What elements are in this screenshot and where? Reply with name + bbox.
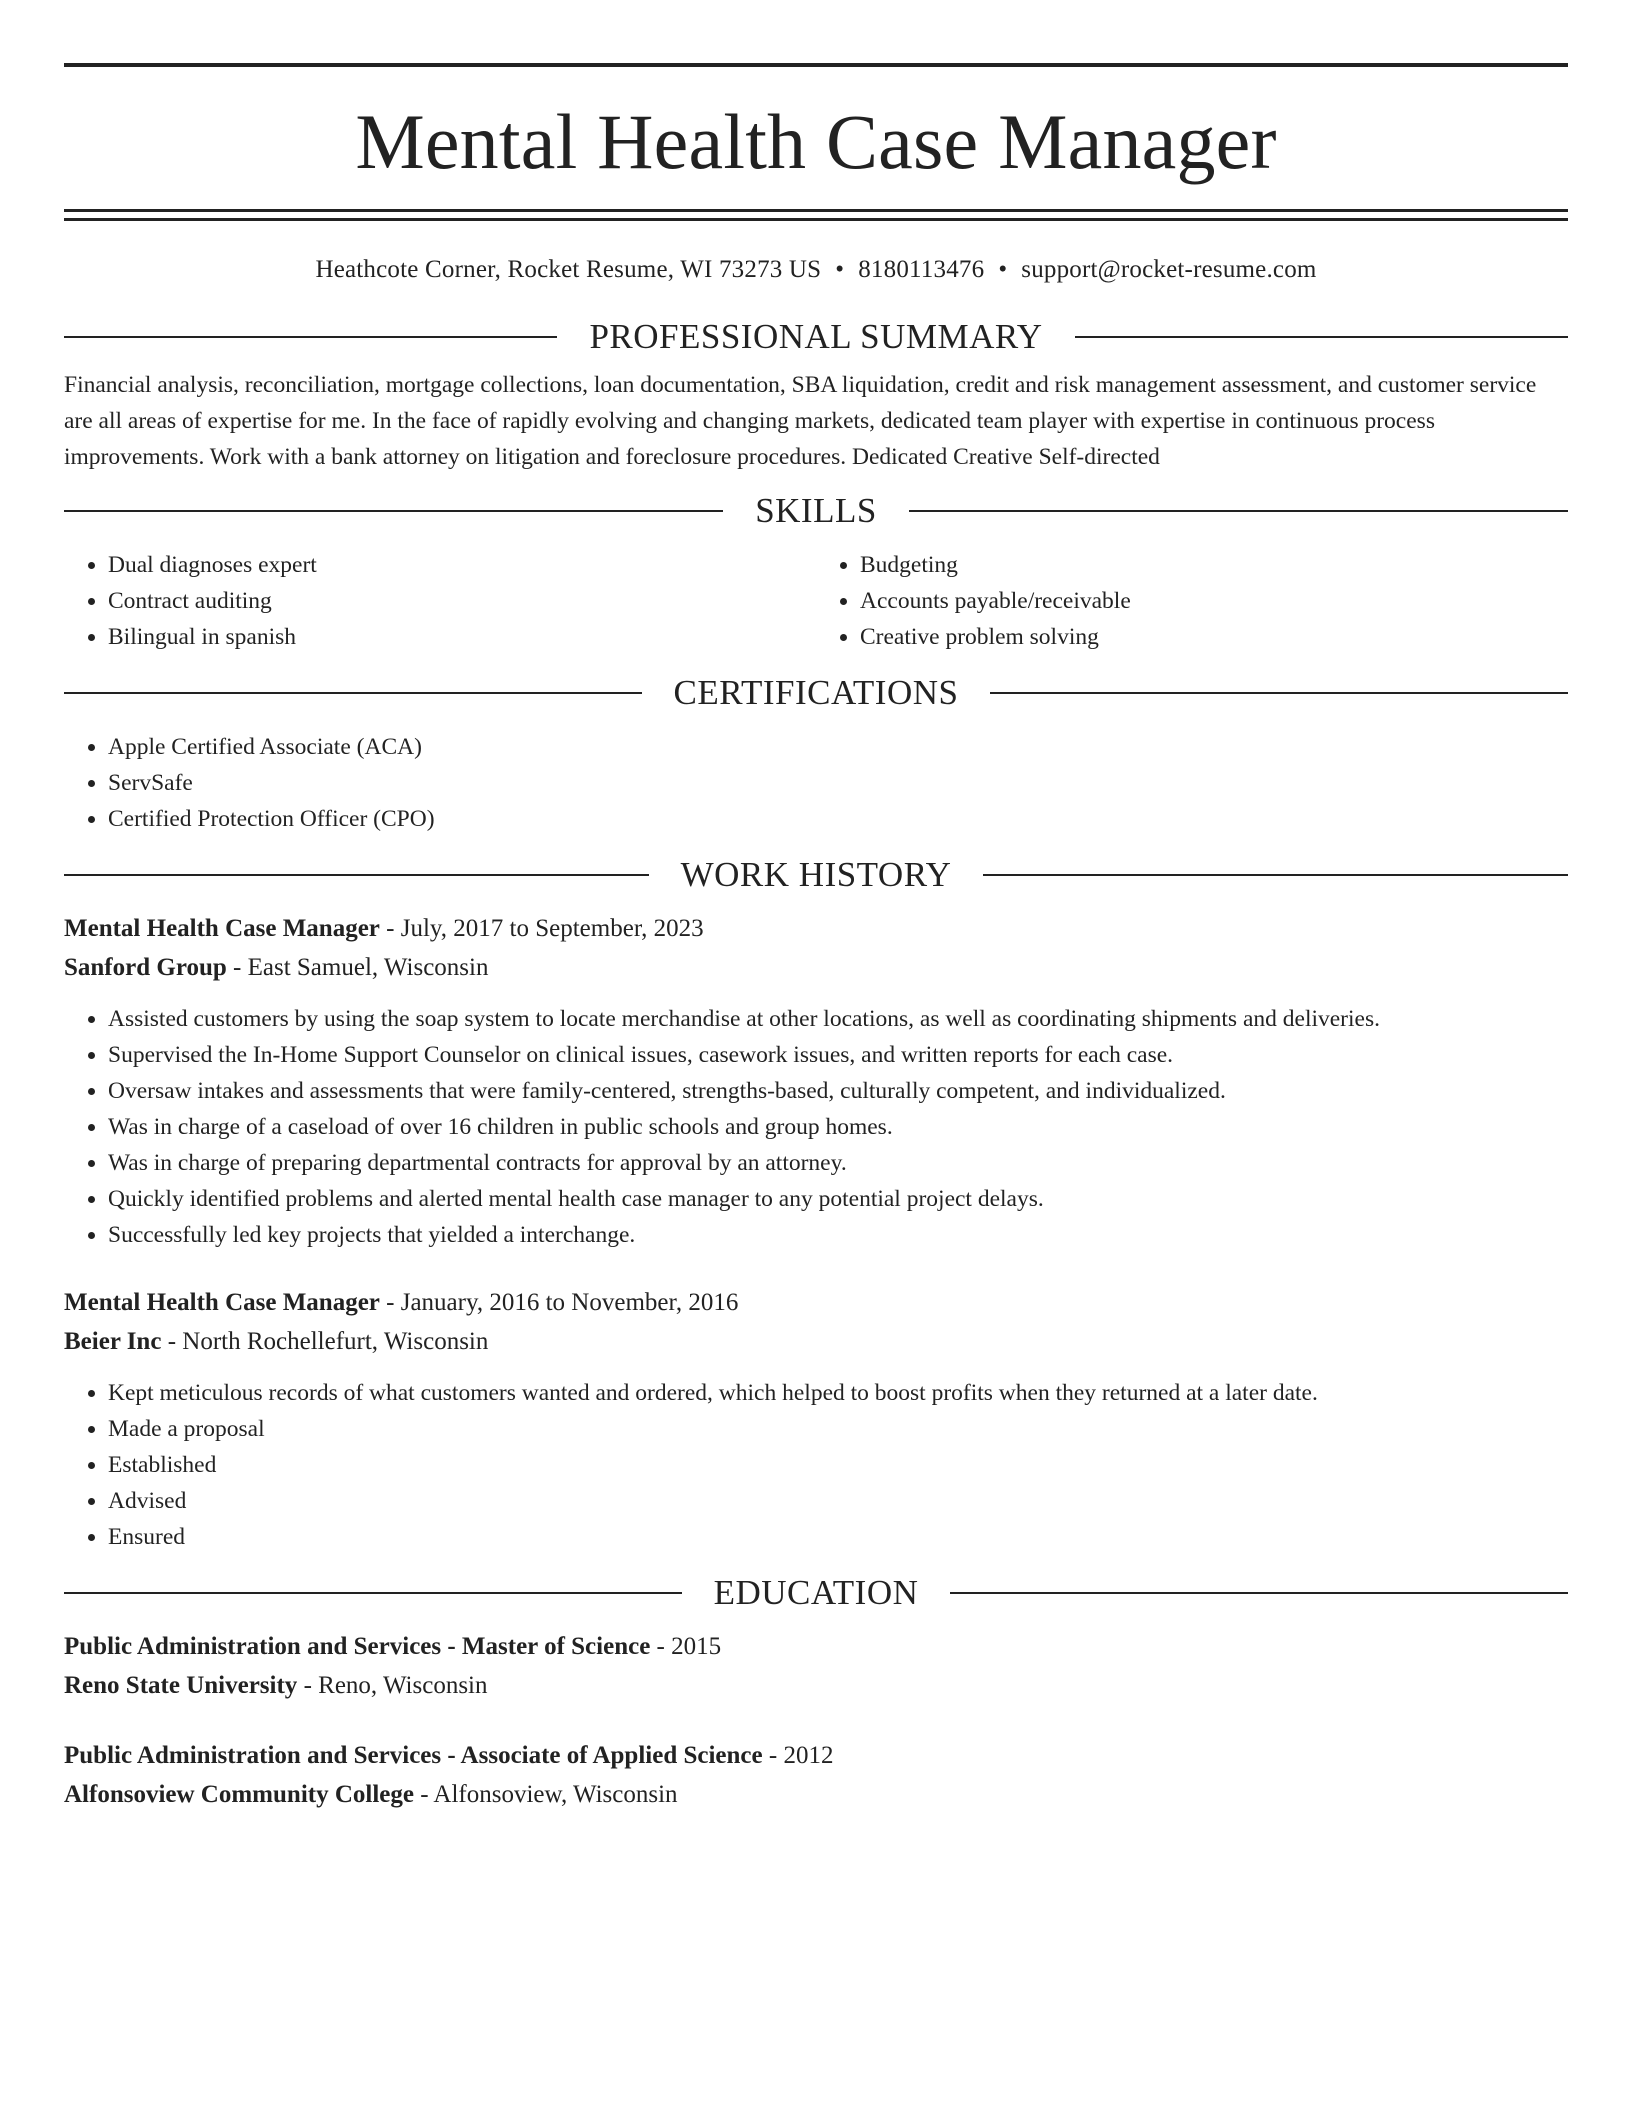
heading-rule: [64, 692, 642, 694]
school-line: [64, 1666, 1568, 1705]
skill-item: • Contract auditing: [108, 583, 816, 619]
certification-item: • ServSafe: [108, 765, 1568, 801]
skill-item: • Budgeting: [860, 547, 1568, 583]
heading-rule: [64, 336, 557, 338]
section-title: EDUCATION: [713, 1573, 919, 1612]
contact-line: [64, 255, 1568, 285]
heading-rule: [983, 874, 1568, 876]
degree-year: - 2015: [650, 1633, 722, 1660]
heading-rule: [64, 1592, 682, 1594]
heading-rule: [1075, 336, 1568, 338]
job-dates: - July, 2017 to September, 2023: [379, 915, 704, 942]
job-company-line: [64, 1322, 1568, 1361]
section-heading-certifications: [64, 673, 1568, 713]
job-bullet: • Made a proposal: [108, 1411, 1568, 1447]
contact-phone: 8180113476: [858, 256, 985, 283]
heading-rule: [950, 1592, 1568, 1594]
skill-item: • Bilingual in spanish: [108, 619, 816, 655]
heading-rule: [909, 510, 1568, 512]
job-bullet: • Advised: [108, 1483, 1568, 1519]
job-bullets: [64, 1375, 1568, 1555]
school-location: - Reno, Wisconsin: [297, 1672, 488, 1699]
school-name: Alfonsoview Community College: [64, 1781, 414, 1808]
job-title: Mental Health Case Manager: [64, 1289, 380, 1316]
school-line: [64, 1775, 1568, 1814]
section-heading-summary: [64, 317, 1568, 357]
section-title: PROFESSIONAL SUMMARY: [589, 317, 1043, 356]
section-heading-work: [64, 855, 1568, 895]
job-title-line: [64, 909, 1568, 948]
job-title-line: [64, 1283, 1568, 1322]
job-company-line: [64, 948, 1568, 987]
skills-grid: [64, 547, 1568, 655]
section-title: CERTIFICATIONS: [673, 673, 959, 712]
contact-address: Heathcote Corner, Rocket Resume, WI 73273 US: [315, 256, 822, 283]
job-dates: - January, 2016 to November, 2016: [379, 1289, 739, 1316]
certification-item: • Apple Certified Associate (ACA): [108, 729, 1568, 765]
job-bullet: • Was in charge of a caseload of over 16 children in public schools and group homes.: [108, 1109, 1568, 1145]
degree-line: [64, 1627, 1568, 1666]
summary-text: Financial analysis, reconciliation, mortgage collections, loan documentation, SBA liquidation, credit and risk management assessment, and customer service are all areas of expertise for me. In the face of rapidly evolving and changing markets, dedicated team player with expertise in continuous process improvements. Work with a bank attorney on litigation and foreclosure procedures. Dedicated Creative Self-directed: [64, 372, 1537, 470]
certification-item: • Certified Protection Officer (CPO): [108, 801, 1568, 837]
contact-email: support@rocket-resume.com: [1021, 256, 1317, 283]
job-company: Beier Inc: [64, 1328, 162, 1355]
heading-rule: [990, 692, 1568, 694]
job-bullet: • Oversaw intakes and assessments that were family-centered, strengths-based, culturally competent, and individualized.: [108, 1073, 1568, 1109]
title-double-rule: [64, 209, 1568, 221]
job-entry: [64, 909, 1568, 1253]
skill-item: • Accounts payable/receivable: [860, 583, 1568, 619]
skill-item: • Dual diagnoses expert: [108, 547, 816, 583]
section-title: WORK HISTORY: [680, 855, 952, 894]
resume-title: Mental Health Case Manager: [355, 98, 1277, 185]
skills-list-left: [64, 547, 816, 655]
section-heading-skills: [64, 491, 1568, 531]
job-location: - East Samuel, Wisconsin: [226, 954, 489, 981]
job-bullet: • Was in charge of preparing departmental contracts for approval by an attorney.: [108, 1145, 1568, 1181]
job-bullet: • Kept meticulous records of what customers wanted and ordered, which helped to boost profits when they returned at a later date.: [108, 1375, 1568, 1411]
job-bullet: • Ensured: [108, 1519, 1568, 1555]
contact-separator: •: [835, 256, 845, 283]
job-bullets: [64, 1001, 1568, 1253]
skills-list-right: [816, 547, 1568, 655]
degree-year: - 2012: [762, 1742, 834, 1769]
job-bullet: • Supervised the In-Home Support Counselor on clinical issues, casework issues, and written reports for each case.: [108, 1037, 1568, 1073]
section-title: SKILLS: [755, 491, 877, 530]
section-heading-education: [64, 1573, 1568, 1613]
school-location: - Alfonsoview, Wisconsin: [413, 1781, 678, 1808]
top-rule: [64, 63, 1568, 67]
degree-line: [64, 1736, 1568, 1775]
job-location: - North Rochellefurt, Wisconsin: [161, 1328, 489, 1355]
contact-separator: •: [998, 256, 1008, 283]
heading-rule: [64, 874, 649, 876]
job-bullet: • Established: [108, 1447, 1568, 1483]
job-title: Mental Health Case Manager: [64, 915, 380, 942]
skill-item: • Creative problem solving: [860, 619, 1568, 655]
job-bullet: • Assisted customers by using the soap system to locate merchandise at other locations, as well as coordinating shipments and deliveries.: [108, 1001, 1568, 1037]
job-company: Sanford Group: [64, 954, 227, 981]
job-bullet: • Successfully led key projects that yielded a interchange.: [108, 1217, 1568, 1253]
job-bullet: • Quickly identified problems and alerted mental health case manager to any potential project delays.: [108, 1181, 1568, 1217]
education-entry: [64, 1736, 1568, 1814]
certifications-list: [64, 729, 1568, 837]
job-entry: [64, 1283, 1568, 1555]
degree-title: Public Administration and Services - Master of Science: [64, 1633, 651, 1660]
school-name: Reno State University: [64, 1672, 298, 1699]
heading-rule: [64, 510, 723, 512]
education-entry: [64, 1627, 1568, 1705]
degree-title: Public Administration and Services - Associate of Applied Science: [64, 1742, 763, 1769]
